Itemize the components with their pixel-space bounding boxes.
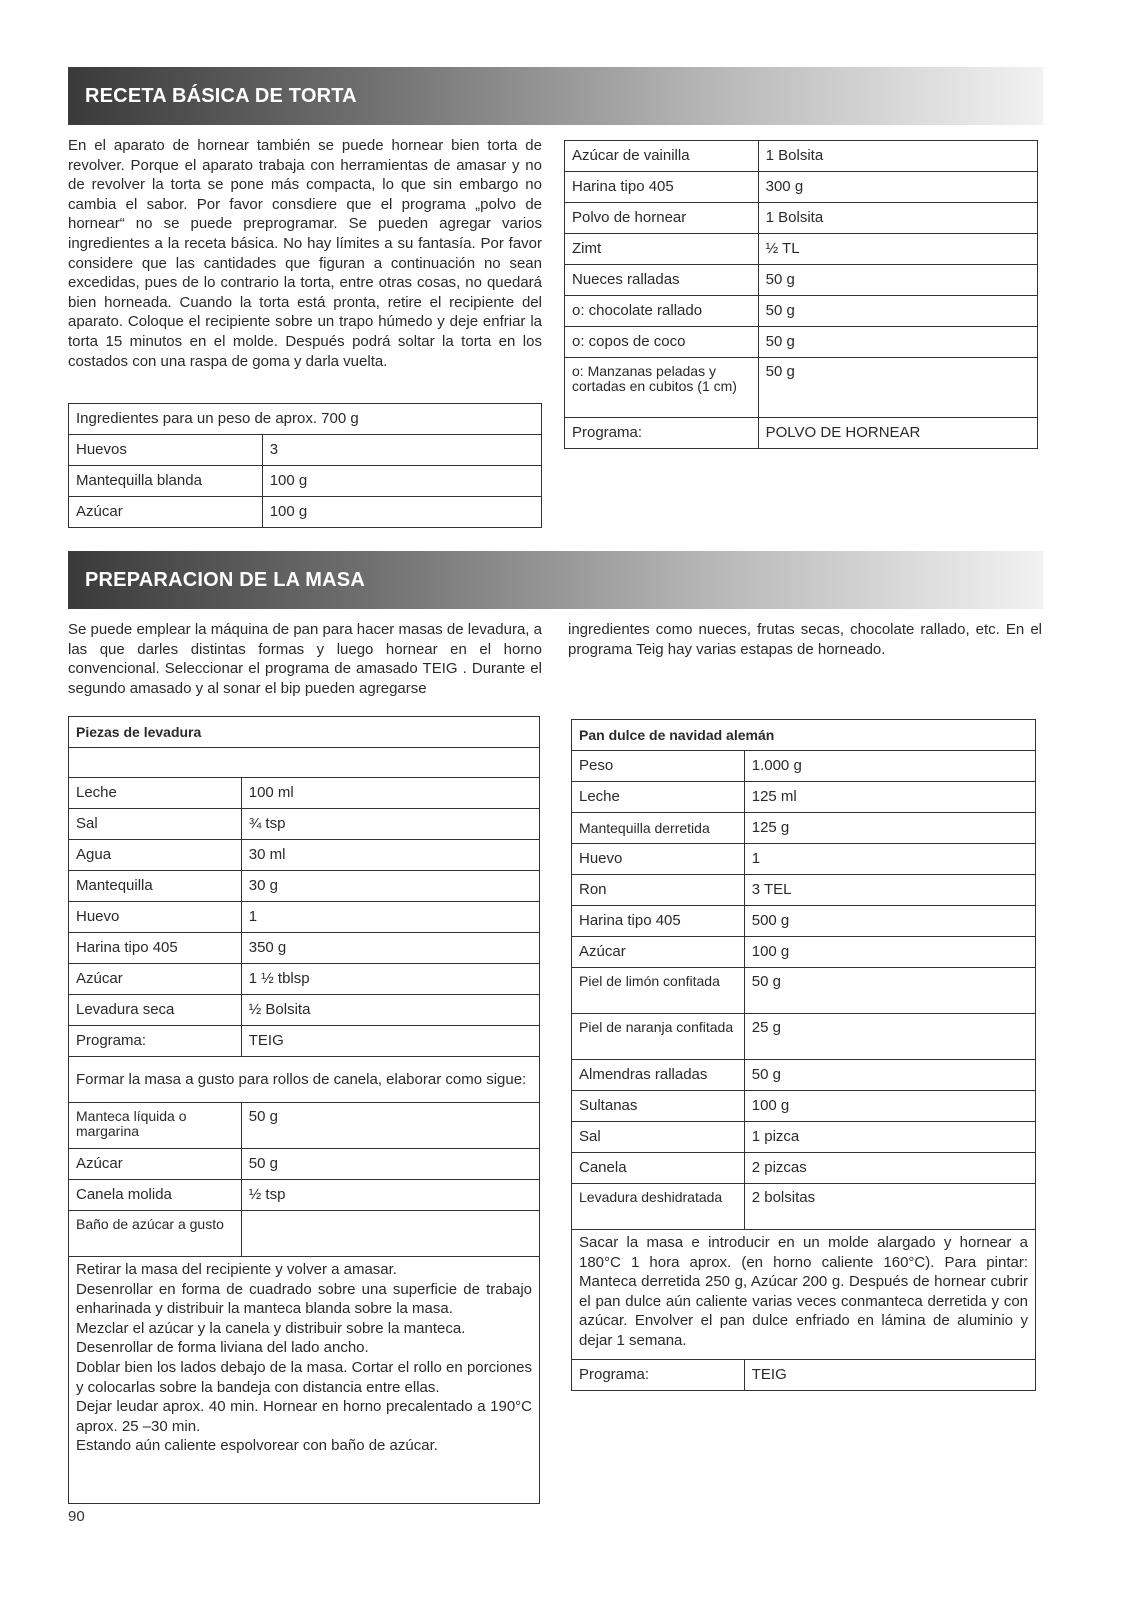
table-row: Azúcar 100 g bbox=[69, 497, 542, 528]
torta-ingredients-table bbox=[68, 403, 542, 528]
table-row: Mantequilla 30 g bbox=[69, 871, 540, 902]
torta-intro: En el aparato de hornear también se puede hornear bien torta de revolver. Porque el aparato trabaja con herramientas de amasar y no de revolver la torta se pone más compacta, lo que sin embargo no cambia el sabor. Por favor consdiere que el programa „polvo de hornear“ no se puede preprogramar. Se pueden agregar varios ingredientes a la receta básica. No hay límites a su fantasía. Por favor considere que las cantidades que figuran a continuación no sean excedidas, pues de lo contrario la torta, entre otras cosas, no quedará bien horneada. Cuando la torta está pronta, retire el recipiente del aparato. Coloque el recipiente sobre un trapo húmedo y deje enfriar la torta 15 minutos en el molde. Después podrá soltar la torta en los costados con una raspa de goma y darla vuelta. bbox=[68, 137, 542, 370]
table-row: Huevo 1 bbox=[572, 844, 1036, 875]
table-row: Azúcar 100 g bbox=[572, 937, 1036, 968]
table-row: Harina tipo 405 500 g bbox=[572, 906, 1036, 937]
pan-dulce-note: Sacar la masa e introducir en un molde alargado y hornear a 180°C 1 hora aprox. (en horno caliente 160°C). Para pintar: Manteca derretida 250 g, Azúcar 200 g. Después de hornear cubrir el pan dulce aún caliente varias veces conmanteca derretida y con azúcar. Envolver el pan dulce enfriado en lámina de aluminio y dejar 1 semana. bbox=[572, 1230, 1036, 1360]
levadura-table bbox=[68, 716, 540, 1504]
table-row: Sal ¾ tsp bbox=[69, 809, 540, 840]
table-row: Azúcar de vainilla 1 Bolsita bbox=[565, 141, 1038, 172]
table-row: Programa: POLVO DE HORNEAR bbox=[565, 418, 1038, 449]
page-number: 90 bbox=[68, 1508, 85, 1525]
table-row: Programa: TEIG bbox=[572, 1360, 1036, 1391]
table-row: Sultanas 100 g bbox=[572, 1091, 1036, 1122]
table-row: o: Manzanas peladas y cortadas en cubitos (1 cm) 50 g bbox=[565, 358, 1038, 418]
section-title-torta: RECETA BÁSICA DE TORTA bbox=[85, 84, 357, 107]
table-row: Harina tipo 405 350 g bbox=[69, 933, 540, 964]
table-row: Piel de naranja confitada 25 g bbox=[572, 1014, 1036, 1060]
levadura-instructions: Retirar la masa del recipiente y volver a amasar. Desenrollar en forma de cuadrado sobre una superficie de trabajo enharinada y distribuir la manteca blanda sobre la masa. Mezclar el azúcar y la canela y distribuir sobre la manteca. Desenrollar de forma liviana del lado ancho. Doblar bien los lados debajo de la masa. Cortar el rollo en porciones y colocarlas sobre la bandeja con distancia entre ellas. Dejar leudar aprox. 40 min. Hornear en horno precalentado a 190°C aprox. 25 –30 min. Estando aún caliente espolvorear con baño de azúcar. bbox=[69, 1257, 540, 1504]
table-row: Canela molida ½ tsp bbox=[69, 1180, 540, 1211]
table-row: Nueces ralladas 50 g bbox=[565, 265, 1038, 296]
table-row: Programa: TEIG bbox=[69, 1026, 540, 1057]
table-row: o: chocolate rallado 50 g bbox=[565, 296, 1038, 327]
table-row: Azúcar 50 g bbox=[69, 1149, 540, 1180]
table-row: Zimt ½ TL bbox=[565, 234, 1038, 265]
table-row: Agua 30 ml bbox=[69, 840, 540, 871]
table-row: Harina tipo 405 300 g bbox=[565, 172, 1038, 203]
table-row: Sal 1 pizca bbox=[572, 1122, 1036, 1153]
table-row: Peso 1.000 g bbox=[572, 751, 1036, 782]
levadura-title: Piezas de levadura bbox=[69, 717, 540, 748]
masa-intro-right: ingredientes como nueces, frutas secas, chocolate rallado, etc. En el programa Teig hay varias estapas de horneado. bbox=[568, 621, 1042, 658]
table-row: Mantequilla derretida 125 g bbox=[572, 813, 1036, 844]
table-row: Huevos 3 bbox=[69, 435, 542, 466]
torta-table-header: Ingredientes para un peso de aprox. 700 g bbox=[69, 404, 542, 435]
table-row: Azúcar 1 ½ tblsp bbox=[69, 964, 540, 995]
section-title-masa: PREPARACION DE LA MASA bbox=[85, 568, 365, 591]
table-row: Levadura seca ½ Bolsita bbox=[69, 995, 540, 1026]
torta-extras-table bbox=[564, 140, 1038, 449]
table-row: Leche 100 ml bbox=[69, 778, 540, 809]
table-row: Levadura deshidratada 2 bolsitas bbox=[572, 1184, 1036, 1230]
table-row: Huevo 1 bbox=[69, 902, 540, 933]
table-row: Mantequilla blanda 100 g bbox=[69, 466, 542, 497]
table-row: Leche 125 ml bbox=[572, 782, 1036, 813]
pan-dulce-title: Pan dulce de navidad alemán bbox=[572, 720, 1036, 751]
table-row: Baño de azúcar a gusto bbox=[69, 1211, 540, 1257]
table-row: Polvo de hornear 1 Bolsita bbox=[565, 203, 1038, 234]
table-row: Manteca líquida o margarina 50 g bbox=[69, 1103, 540, 1149]
section-header-masa bbox=[68, 551, 1043, 609]
table-row: Piel de limón confitada 50 g bbox=[572, 968, 1036, 1014]
table-row: Canela 2 pizcas bbox=[572, 1153, 1036, 1184]
section-header-torta bbox=[68, 67, 1043, 125]
empty-row bbox=[69, 748, 540, 778]
pan-dulce-table bbox=[571, 719, 1036, 1391]
table-row: Ron 3 TEL bbox=[572, 875, 1036, 906]
table-row: Almendras ralladas 50 g bbox=[572, 1060, 1036, 1091]
levadura-note: Formar la masa a gusto para rollos de canela, elaborar como sigue: bbox=[69, 1057, 540, 1103]
masa-intro-left: Se puede emplear la máquina de pan para hacer masas de levadura, a las que darles distintas formas y luego hornear en el horno convencional. Seleccionar el programa de amasado TEIG . Durante el segundo amasado y al sonar el bip pueden agregarse bbox=[68, 621, 542, 697]
table-row: o: copos de coco 50 g bbox=[565, 327, 1038, 358]
